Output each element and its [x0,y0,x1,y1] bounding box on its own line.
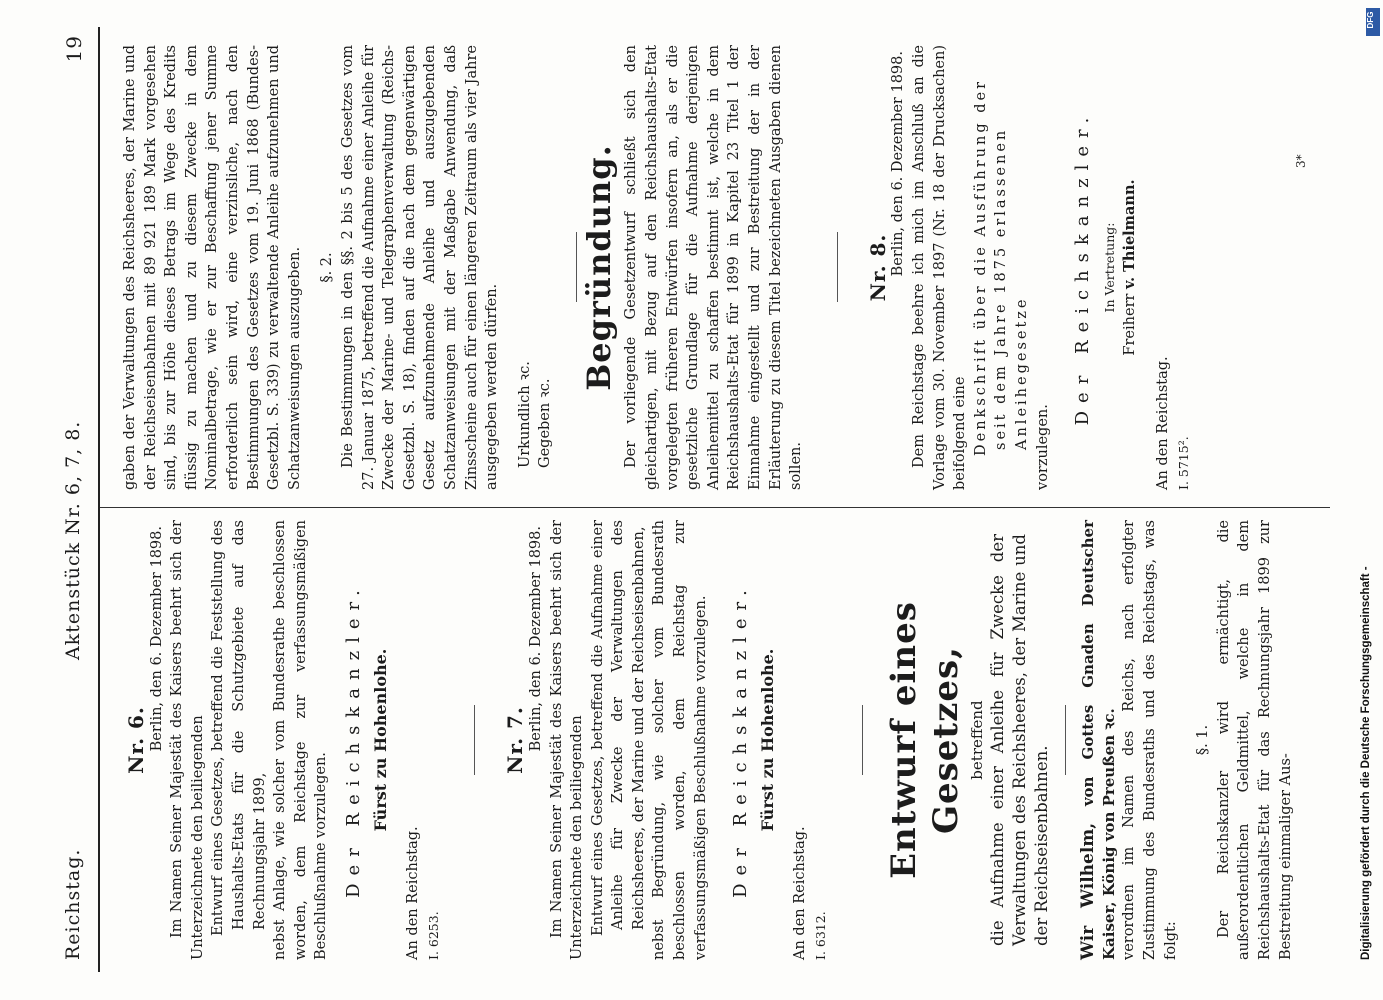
nr7-signature-name: Fürst zu Hohenlohe. [757,648,777,832]
dfg-logo-icon [1366,8,1380,36]
nr6-para3: nebst Anlage, wie solcher vom Bundesrathe beschlossen worden, dem Reichstage zur verfassungsmäßigen Beschlußnahme vorzulegen. [272,520,330,960]
nr8-para1: Dem Reichstage beehre ich mich im Anschluß an die Vorlage vom 30. November 1897 (Nr. 18 der Drucksachen) beifolgend eine [911,45,969,490]
nr6-heading: Nr. 6. [124,706,148,774]
header-rule [98,27,100,972]
nr8-heading: Nr. 8. [865,233,890,302]
nr8-para3: vorzulegen. [1034,404,1051,490]
dfg-logo-text: DFG [1366,11,1375,29]
nr8-deputy-prefix: Freiherr [1122,293,1139,356]
nr8-deputy-name: v. Thielmann. [1121,179,1139,289]
nr8-recipient: An den Reichstag. [1154,356,1171,490]
nr7-para2: Entwurf eines Gesetzes, betreffend die Aufnahme einer Anleihe für Zwecke der Verwaltungen des Reichsheeres, der Marine und der Reichseisenbahnen, [589,520,647,936]
nr7-heading: Nr. 7. [503,706,528,774]
nr6-para1: Im Namen Seiner Majestät des Kaisers beehrt sich der Unterzeichnete den beiliegenden [169,520,206,960]
nr7-signature-title: Der Reichskanzler. [730,582,752,898]
begruendung-title: Begründung. [579,144,618,391]
nr6-para2: Entwurf eines Gesetzes, betreffend die Feststellung des Haushalts-Etats für die Schutzgebiete auf das Rechnungsjahr 1899, [210,520,268,936]
nr7-date: Berlin, den 6. Dezember 1898. [527,526,544,752]
preamble-text: verordnen im Namen des Reichs, nach erfolgter Zustimmung des Bundesraths und des Reichstags, was folgt: [1121,520,1179,960]
nr6-signature-name: Fürst zu Hohenlohe. [370,648,390,832]
entwurf-subtitle: betreffend [967,700,986,780]
nr8-signature-title: Der Reichskanzler. [1072,109,1094,426]
nr7-para1: Im Namen Seiner Majestät des Kaisers beehrt sich der Unterzeichnete den beiliegenden [548,520,586,960]
section2-text: Die Bestimmungen in den §§. 2 bis 5 des Gesetzes vom 27. Januar 1875, betreffend die Aufnahme einer Anleihe für Zwecke der Marine- und Telegraphenverwaltung (Reichs-Gesetzbl. S. 18), finden auf die nach dem gegenwärtigen Gesetz aufzunehmende Anleihe und auszugebenden Schatzanweisungen mit der Maßgabe Anwendung, daß Zinsscheine auch für einen längeren Zeitraum als vier Jahre ausgegeben werden dürfen. [339,45,501,490]
nr6-recipient: An den Reichstag. [405,826,422,960]
page-number: 19 [62,35,86,63]
nr6-date: Berlin, den 6. Dezember 1898. [148,526,165,752]
entwurf-title: Entwurf eines Gesetzes, [883,601,966,879]
nr8-date: Berlin, den 6. Dezember 1898. [890,51,907,277]
section1-text: Der Reichskanzler wird ermächtigt, die außerordentlichen Geldmittel, welche in dem Reichshaushalts-Etat für das Rechnungsjahr 1899 zur Bestreitung einmaliger Aus- [1215,520,1294,960]
header-left: Reichstag. [62,848,84,960]
nr7-ref: I. 6312. [813,911,829,960]
preamble-rest: von Gottes Gnaden Deutscher Kaiser, König von Preußen ꝛc. [1079,520,1118,960]
begruendung-text: Der vorliegende Gesetzentwurf schließt sich den gleichartigen, mit Bezug auf den Reichshaushalts-Etat vorgelegten früheren Entwürfen insofern an, als er die gesetzliche Grundlage für die Aufnahme derjenigen Anleihemittel zu schaffen bestimmt ist, welche in dem Reichshaushalts-Etat für 1899 in Kapitel 23 Titel 1 der Einnahme eingestellt und zur Bestreitung der in der Erläuterung zu diesem Titel bezeichneten Ausgaben dienen sollen. [623,45,805,490]
nr8-deputy-label: In Vertretung: [1101,222,1117,313]
nr8-ref: I. 5715². [1175,436,1191,490]
page-mark: 3* [1294,154,1308,168]
nr6-ref: I. 6253. [425,911,441,960]
column-divider [100,507,1330,508]
preamble-name: Wir Wilhelm, [1078,822,1099,960]
nr7-recipient: An den Reichstag. [792,826,809,960]
nr7-para3: nebst Begründung, wie solcher vom Bundesrath beschlossen worden, dem Reichstag zur verfassungsmäßigen Beschlußnahme vorzulegen. [651,520,709,960]
digitization-note [1360,40,1382,960]
section2-heading: §. 2. [319,252,336,283]
closing-gegeben: Gegeben ꝛc. [537,378,554,468]
nr6-signature-title: Der Reichskanzler. [342,582,364,898]
page-header [62,35,92,960]
right-column [120,45,1194,490]
entwurf-subject: die Aufnahme einer Anleihe für Zwecke der Verwaltungen des Reichsheeres, der Marine und der Reichseisenbahnen. [988,534,1052,946]
digitization-note-text: Digitalisierung gefördert durch die Deutsche Forschungsgemeinschaft - [1360,566,1372,960]
left-column [120,520,1296,960]
section1-heading: §. 1. [1195,724,1212,756]
closing-urkundlich: Urkundlich ꝛc. [516,361,533,468]
continuation-text: gaben der Verwaltungen des Reichsheeres, der Marine und der Reichseisenbahnen mit 89 921 189 Mark vorgesehen sind, bis zur Höhe dieses Betrags im Wege des Kredits flüssig zu machen und zu diesem Zwecke in dem Nominalbetrage, wie er zur Beschaffung jener Summe erforderlich sein wird, eine verzinsliche, nach den Bestimmungen des Gesetzes vom 19. Juni 1868 (Bundes-Gesetzbl. S. 339) zu verwaltende Anleihe aufzunehmen und Schatzanweisungen auszugeben. [122,45,303,490]
header-center: Aktenstück Nr. 6, 7, 8. [62,420,84,660]
nr8-para2: Denkschrift über die Ausführung der seit dem Jahre 1875 erlassenen Anleihegesetze [972,78,1030,456]
